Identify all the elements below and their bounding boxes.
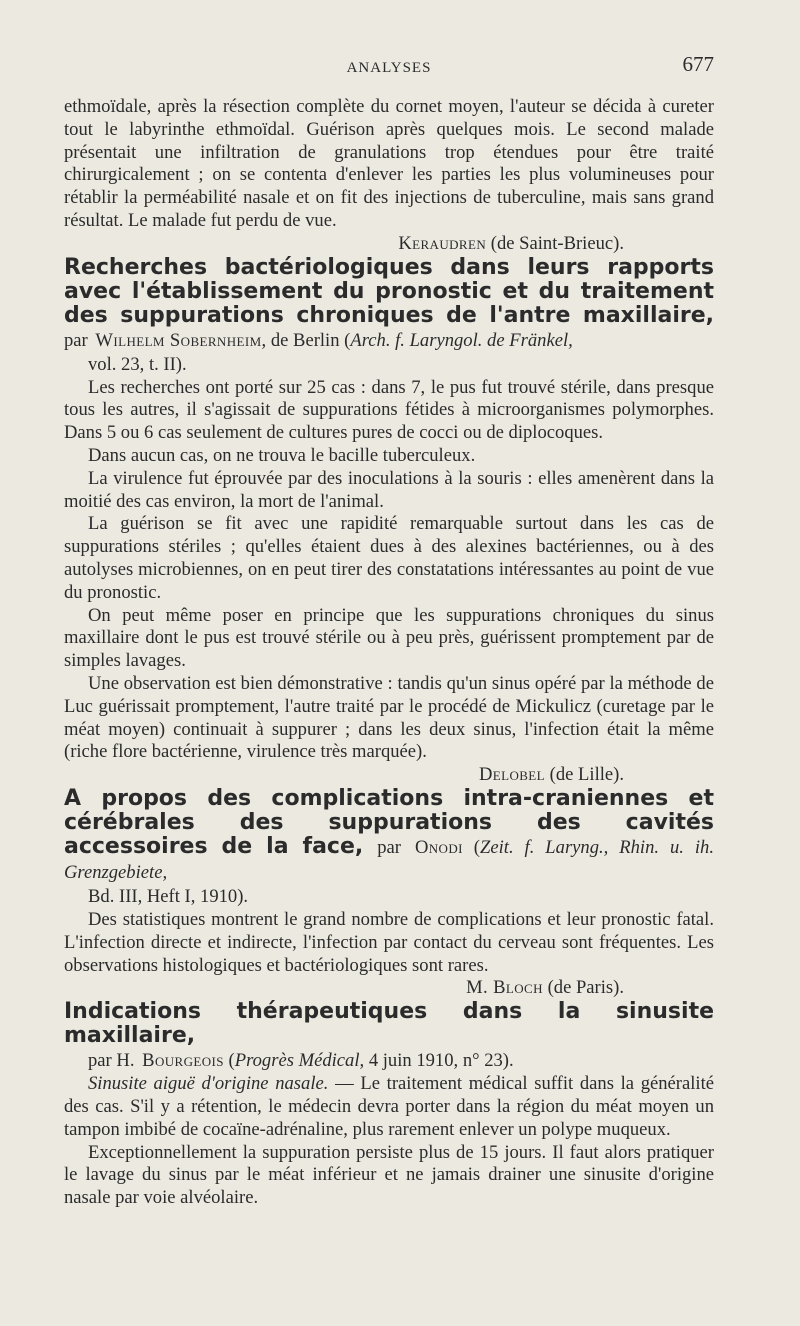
paragraph: Dans aucun cas, on ne trouva le bacille tuberculeux.	[88, 444, 476, 466]
running-head-title: ANALYSES	[346, 60, 432, 76]
article-title: Indications thérapeutiques dans la sinusite maxillaire,	[64, 999, 714, 1049]
paragraph: Les recherches ont porté sur 25 cas : dans 7, le pus fut trouvé stérile, dans presque tous les autres, il s'agissait de suppurations fétides à microorganismes polymorphes. Dans 5 ou 6 cas seulement de cultures pures de cocci ou de diplocoques.	[64, 376, 714, 444]
article-author: Bourgeois	[142, 1050, 224, 1072]
signature-name: Keraudren	[398, 232, 487, 254]
paragraph: Exceptionnellement la suppuration persiste plus de 15 jours. Il faut alors pratiquer le lavage du sinus par le méat inférieur et ne jamais drainer une sinusite d'origine nasale par voie alvéolaire.	[64, 1141, 714, 1209]
signature-place: (de Paris).	[547, 977, 624, 999]
article-ref-journal: Progrès Médical,	[234, 1050, 365, 1072]
article-by: par	[64, 329, 88, 351]
signature-place: (de Lille).	[549, 764, 624, 786]
page-body	[64, 96, 714, 1210]
page-number: 677	[682, 52, 714, 76]
article-ref-post: Bd. III, Heft I, 1910).	[88, 885, 249, 907]
signature	[64, 233, 714, 256]
article-by: par H.	[88, 1050, 135, 1072]
signature	[64, 977, 714, 1000]
paragraph: ethmoïdale, après la résection complète du cornet moyen, l'auteur se décida à cureter tout le labyrinthe ethmoïdal. Guérison après quelques mois. Le second malade présentait une infiltration de granulations trop étendues pour être traité chirurgicalement ; on se contenta d'enlever les parties les plus volumineuses pour rétablir la perméabilité nasale et on fit des injections de tuberculine, mais sans grand résultat. Le malade fut perdu de vue.	[64, 96, 714, 231]
article-author: Wilhelm Sobernheim	[95, 329, 262, 351]
article-ref-post: vol. 23, t. II).	[88, 353, 187, 375]
article-heading	[64, 256, 714, 377]
article-ref-journal: Arch. f. Laryngol. de Fränkel,	[350, 329, 573, 351]
article-ref-pre: , de Berlin (	[261, 329, 351, 351]
paragraph: La guérison se fit avec une rapidité remarquable surtout dans les cas de suppurations stériles ; qu'elles étaient dues à des alexines bactériennes, ou à des autolyses microbiennes, on en peut tirer des constatations intéressantes au point de vue du pronostic.	[64, 513, 714, 603]
article-ref-pre: (	[223, 1050, 235, 1072]
article-ref-pre: (	[462, 836, 481, 858]
article-ref-journal: Zeit. f. Laryng., Rhin. u. ih. Grenzgebiete,	[64, 836, 714, 883]
paragraph	[64, 1073, 714, 1141]
article-heading	[64, 787, 714, 909]
article-by: par	[377, 836, 401, 858]
article-title: A propos des complications intra-craniennes et cérébrales des suppurations des cavités accessoires de la face,	[64, 785, 714, 859]
article-author: Onodi	[414, 836, 463, 858]
paragraph: Une observation est bien démonstrative : tandis qu'un sinus opéré par la méthode de Luc guérissait promptement, l'autre traité par le procédé de Mickulicz (curetage par le méat moyen) continuait à suppurer ; dans les deux sinus, l'infection était la même (riche flore bactérienne, virulence très marquée).	[64, 672, 714, 763]
signature-name: M. Bloch	[466, 977, 543, 999]
paragraph-lead: Sinusite aiguë d'origine nasale.	[88, 1073, 329, 1095]
paragraph-rest: — Le traitement médical suffit dans la généralité des cas. S'il y a rétention, le médecin devra porter dans la région du méat moyen un tampon imbibé de cocaïne-adrénaline, plus rarement enlever un polype muqueux.	[64, 1073, 715, 1140]
article-title: Recherches bactériologiques dans leurs rapports avec l'établissement du pronostic et du traitement des suppurations chroniques de l'antre maxillaire,	[64, 254, 714, 328]
signature-name: Delobel	[478, 764, 545, 786]
signature-place: (de Saint-Brieuc).	[490, 232, 624, 254]
paragraph: La virulence fut éprouvée par des inoculations à la souris : elles amenèrent dans la moitié des cas environ, la mort de l'animal.	[64, 467, 714, 512]
running-head	[64, 52, 714, 82]
article-ref-post: 4 juin 1910, n° 23).	[364, 1050, 514, 1072]
article-heading	[64, 1000, 714, 1073]
paragraph: On peut même poser en principe que les suppurations chroniques du sinus maxillaire dont le pus est trouvé stérile ou à peu près, guérissent promptement par de simples lavages.	[64, 604, 714, 672]
signature	[64, 764, 714, 787]
paragraph: Des statistiques montrent le grand nombre de complications et leur pronostic fatal. L'infection directe et indirecte, l'infection par contact du cerveau sont fréquentes. Les observations histologiques et bactériologiques sont rares.	[64, 908, 714, 976]
